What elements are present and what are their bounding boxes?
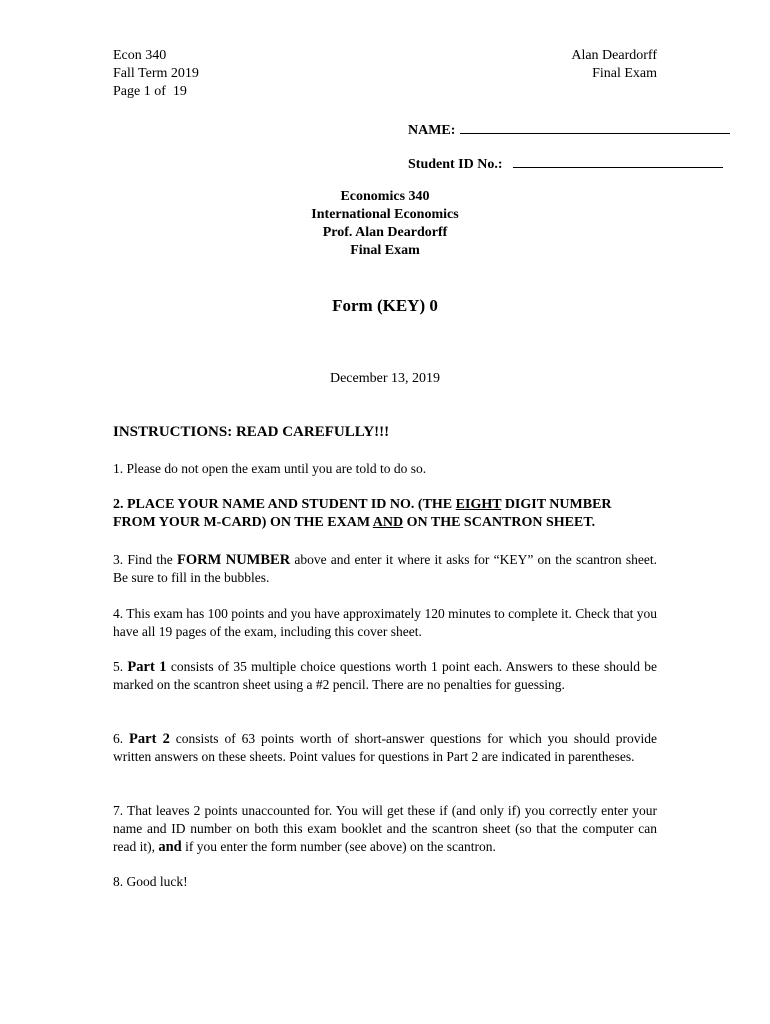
instruction-emphasis: Part 1 <box>127 659 167 675</box>
form-title: Form (KEY) 0 <box>332 296 438 315</box>
course-code: Econ 340 <box>113 48 167 63</box>
page-number: Page 1 of 19 <box>113 84 187 99</box>
name-field-row <box>408 119 730 139</box>
instruction-item-8: 8. Good luck! <box>113 874 188 889</box>
instruction-item-4: 4. This exam has 100 points and you have approximately 120 minutes to complete it. Check that you have all 19 pages of the exam, including this cover sheet. <box>113 606 657 639</box>
instruction-text: ON THE SCANTRON SHEET. <box>403 515 596 530</box>
header-left <box>113 47 199 101</box>
student-id-label: Student ID No.: <box>408 157 503 172</box>
instruction-emphasis: EIGHT <box>455 497 502 512</box>
instruction-text: 6. <box>113 731 130 746</box>
instructor-name: Alan Deardorff <box>571 48 657 63</box>
exam-type: Final Exam <box>350 243 420 258</box>
name-blank-line[interactable] <box>460 119 730 134</box>
name-label: NAME: <box>408 123 456 138</box>
exam-date: December 13, 2019 <box>329 371 441 386</box>
student-id-field-row <box>408 153 723 173</box>
instruction-emphasis: Part 2 <box>129 731 170 747</box>
course-name: International Economics <box>311 207 459 222</box>
instruction-item-6 <box>113 730 657 766</box>
exam-label: Final Exam <box>592 66 657 81</box>
instruction-emphasis: AND <box>372 515 404 530</box>
instruction-emphasis: FORM NUMBER <box>176 552 291 568</box>
instruction-item-7 <box>113 802 657 856</box>
instruction-text: consists of 63 points worth of short-answer questions for which you should provide written answers on these sheets. Point values for questions in Part 2 are indicated in parentheses. <box>113 731 658 764</box>
term: Fall Term 2019 <box>113 66 199 81</box>
instruction-item-1: 1. Please do not open the exam until you are told to do so. <box>113 461 427 476</box>
instruction-text: 5. <box>113 659 128 674</box>
instruction-text: 2. PLACE YOUR NAME AND STUDENT ID NO. (THE <box>113 497 456 512</box>
instruction-text: above and enter it where it asks for “KEY” on the scantron sheet. Be sure to fill in the bubbles. <box>113 552 657 585</box>
course-number: Economics 340 <box>340 189 430 204</box>
instruction-text: DIGIT NUMBER FROM YOUR M-CARD) ON THE EXAM <box>113 497 612 530</box>
instructions-heading: INSTRUCTIONS: READ CAREFULLY!!! <box>113 424 390 440</box>
instruction-text: 3. Find the <box>113 552 177 567</box>
instruction-text: if you enter the form number (see above) on the scantron. <box>181 839 496 854</box>
instruction-text: 7. That leaves 2 points unaccounted for. You will get these if (and only if) you correctly enter your name and ID number on both this exam booklet and the scantron sheet (so that the computer can read it), <box>113 803 657 854</box>
instruction-item-2 <box>113 496 657 532</box>
student-id-blank-line[interactable] <box>513 153 723 168</box>
instruction-text: consists of 35 multiple choice questions worth 1 point each. Answers to these should be marked on the scantron sheet using a #2 pencil. There are no penalties for guessing. <box>113 659 658 692</box>
instruction-item-3 <box>113 551 657 587</box>
header-right <box>571 47 657 83</box>
professor: Prof. Alan Deardorff <box>322 225 448 240</box>
instruction-emphasis: and <box>158 839 182 855</box>
course-title-block <box>0 188 770 260</box>
instruction-item-5 <box>113 658 657 694</box>
